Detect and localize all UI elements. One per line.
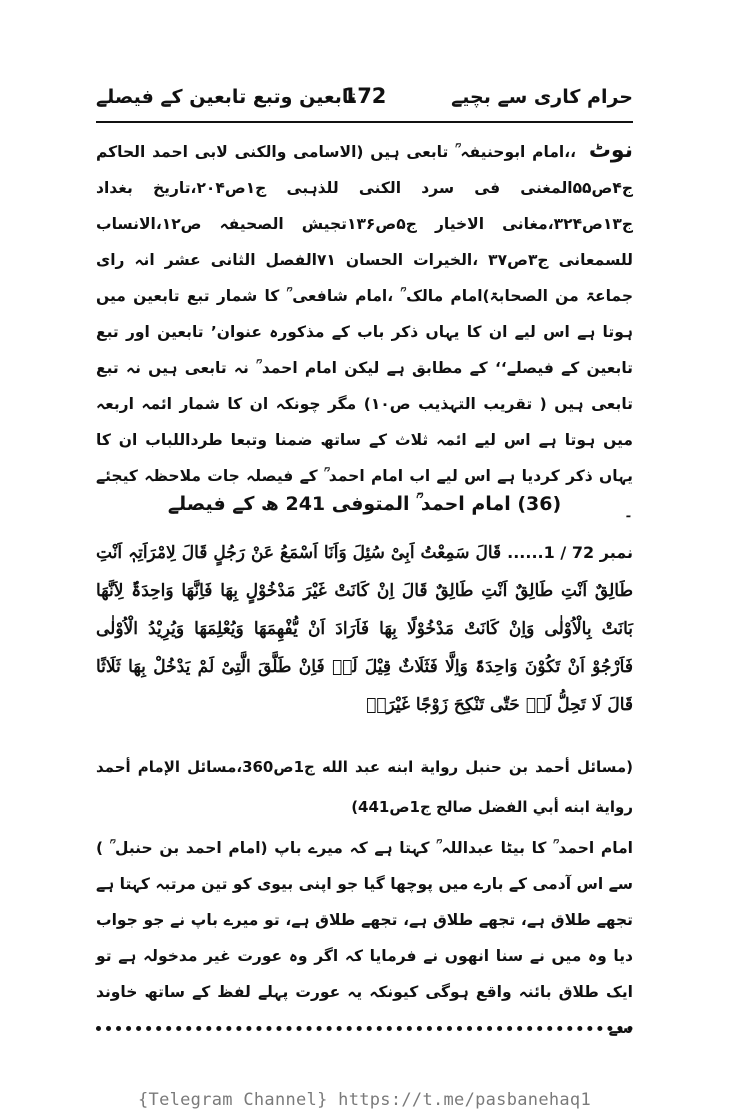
translation-paragraph bbox=[96, 830, 633, 1046]
note-text: ،،امام ابوحنیفہ ؒ تابعی ہیں (الاسامی والکنی لابی احمد الحاکم ج۴ص۵۵المغنی فی سرد الکنی للذہبی ج۱ص۲۰۴،تاریخ بغداد ج۱۳ص۳۲۴،مغانی الاخیار ج۵ص۱۳۶تجیش الصحیفہ ص۱۲،الانساب للسمعانی ج۳ص۳۷ ،الخیرات الحسان ۷۱الفصل الثانی عشر انہ رای جماعۃ من الصحابۃ)امام مالک ؒ ،امام شافعی ؒ کا شمار تبع تابعین میں ہوتا ہے اس لیے ان کا یہاں ذکر باب کے مذکورہ عنوان’ تابعین اور تبع تابعین کے فیصلے‘‘ کے مطابق ہے لیکن امام احمد ؒ نہ تابعی ہیں نہ تبع تابعی ہیں ( تقریب التہذیب ص۱۰) مگر چونکہ ان کا شمار ائمہ اربعہ میں ہوتا ہے اس لیے ائمہ ثلاث کے ساتھ ضمنا وتبعا طرداللباب ان کا یہاں ذکر کردیا ہے اس لیے اب امام احمد ؒ کے فیصلہ جات ملاحظہ کیجئے ۔ bbox=[96, 143, 634, 521]
page-header bbox=[96, 86, 633, 120]
section-number: (36) bbox=[517, 493, 562, 515]
header-book-title: حرام کاری سے بچیے bbox=[451, 86, 633, 108]
header-chapter-title: تابعین وتبع تابعین کے فیصلے bbox=[96, 86, 357, 108]
telegram-watermark: {Telegram Channel} https://t.me/pasbanehaq1 bbox=[138, 1090, 591, 1110]
header-rule bbox=[96, 121, 633, 123]
reference-text: (مسائل أحمد بن حنبل رواية ابنه عبد الله ج1ص360،مسائل الإمام أحمد رواية ابنه أبي الفضل صالح ج1ص441) bbox=[96, 758, 633, 816]
translation-text: امام احمد ؒ کا بیٹا عبداللہ ؒ کہتا ہے کہ میرے باپ (امام احمد بن حنبل ؒ ) سے اس آدمی کے بارے میں پوچھا گیا جو اپنی بیوی کو تین مرتبہ کہتا ہے تجھے طلاق ہے، تجھے طلاق ہے، تجھے طلاق ہے، تو میرے باپ نے جو جواب دیا وہ میں نے سنا انھوں نے فرمایا کہ اگر وہ عورت غیر مدخولہ ہے تو ایک طلاق بائنہ واقع ہوگی کیونکہ یہ عورت پہلے لفظ کے ساتھ خاوند سے bbox=[96, 839, 633, 1037]
note-paragraph bbox=[96, 133, 633, 530]
section-heading bbox=[96, 493, 633, 515]
hadith-arabic-text: قَالَ سَمِعْتُ اَبِیْ سُئِلَ وَاَنَا اَسْمَعُ عَنْ رَجُلٍ قَالَ لِامْرَاَتِہٖ اَنْتِ طَالِقٌ اَنْتِ طَالِقٌ اَنْتِ طَالِقٌ قَالَ اِنْ کَانَتْ غَیْرَ مَدْخُوْلٍ بِھَا فَاِنَّھَا وَاحِدَۃٌ لِاَنَّھَا بَانَتْ بِالْاُوْلٰی وَاِنْ کَانَتْ مَدْخُوْلًا بِھَا فَاَرَادَ اَنْ یُّفْھِمَھَا وَیُعْلِمَھَا وَیُرِیْدُ الْاُوْلٰی فَاَرْجُوْ اَنْ تَکُوْنَ وَاحِدَۃً وَاِلَّا فَثَلَاثٌ قِیْلَ لَہٗ فَاِنْ طَلَّقَ الَّتِیْ لَمْ یَدْخُلْ بِھَا ثَلَاثًا قَالَ لَا تَحِلُّ لَہٗ حَتّٰی تَنْکِحَ زَوْجًا غَیْرَہٗ bbox=[96, 543, 633, 715]
hadith-paragraph bbox=[96, 534, 633, 724]
page-number: 172 bbox=[342, 84, 387, 108]
section-title: امام احمد ؒ المتوفی 241 ھ کے فیصلے bbox=[167, 493, 511, 515]
footer-dotted-rule bbox=[96, 1026, 633, 1031]
note-label: نوٹ bbox=[588, 138, 633, 163]
reference-paragraph bbox=[96, 747, 633, 827]
hadith-number: نمبر 72 / 1...... bbox=[507, 543, 633, 562]
